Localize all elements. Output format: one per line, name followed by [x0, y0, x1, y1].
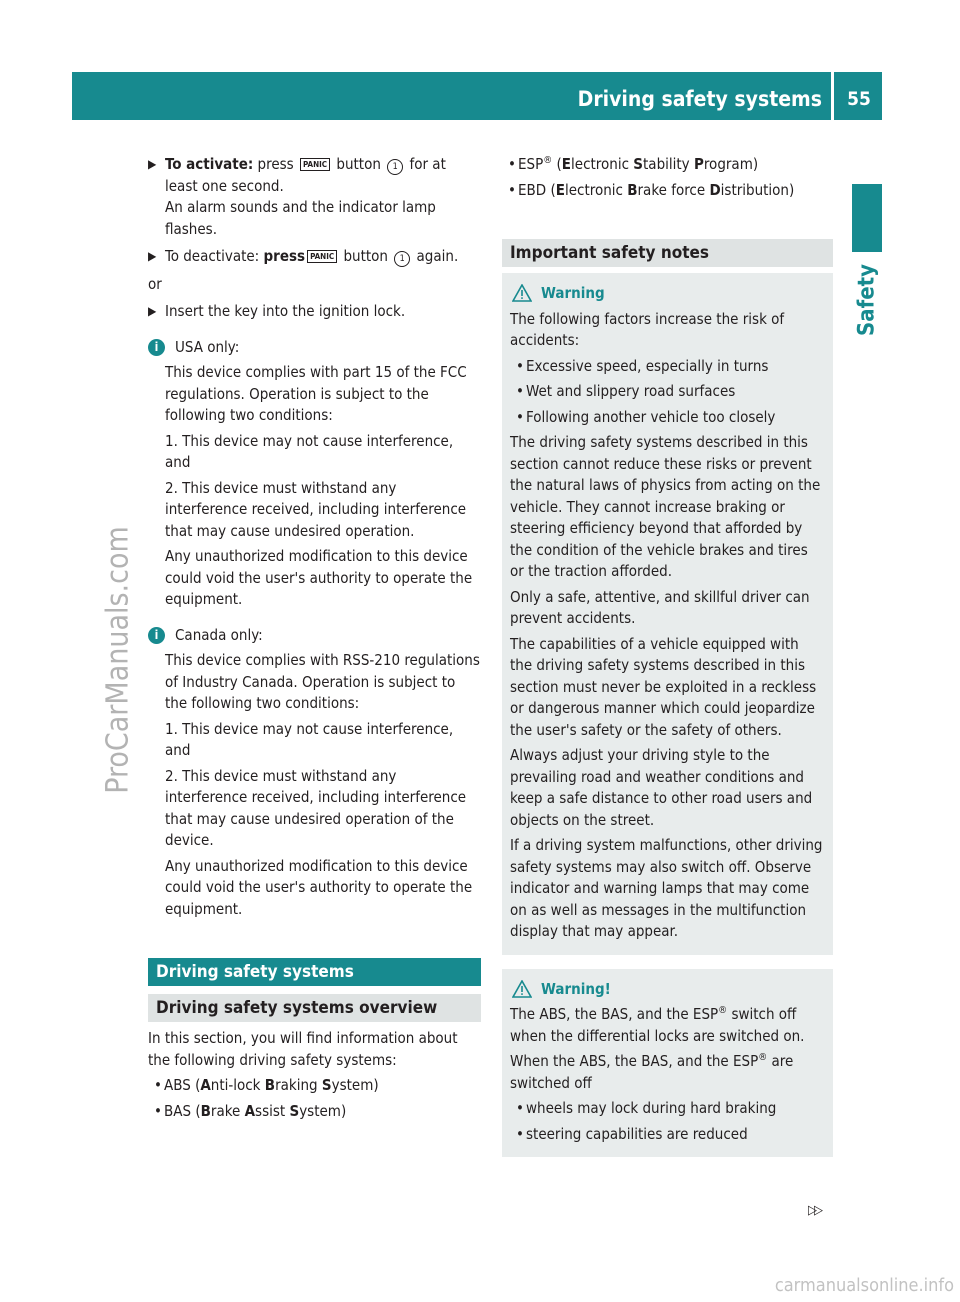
- continue-arrows-icon: ▷▷: [808, 1203, 820, 1218]
- bullet-icon: •: [154, 1076, 162, 1094]
- note-usa: i USA only: This device complies with part 15 of the FCC regulations. Operation is subject to the following two conditions: 1. This device may not cause interference, and 2. This device must withstand any interference received, including interference that may cause undesired operation. Any unauthorized modification to this device could void the user's authority to operate the equipment.: [148, 337, 481, 611]
- callout-number-icon: 1: [387, 159, 403, 175]
- bullet-icon: •: [516, 1124, 524, 1143]
- right-column: [502, 154, 833, 1157]
- list-item: • ABS (Anti-lock Braking System): [154, 1075, 481, 1097]
- watermark-left: ProCarManuals.com: [100, 526, 136, 794]
- section-heading: Driving safety systems: [148, 958, 481, 986]
- watermark-bottom: carmanualsonline.info: [774, 1274, 954, 1296]
- callout-number-icon: 1: [394, 251, 410, 267]
- note-title: USA only:: [175, 337, 240, 356]
- bullet-icon: •: [516, 1099, 524, 1117]
- bullet-icon: •: [508, 180, 516, 199]
- info-icon: i: [148, 627, 165, 644]
- bullet-icon: •: [516, 382, 524, 400]
- note-canada: i Canada only: This device complies with RSS-210 regulations of Industry Canada. Operation is subject to the following two conditions: 1. This device may not cause interference, and 2. This device must withstand any interference received, including interference that may cause undesired operation of the device. Any unauthorized modification to this device could void the user's authority to operate the equipment.: [148, 625, 481, 921]
- panic-key-icon: PANIC: [300, 158, 330, 171]
- chapter-tab: [852, 184, 882, 252]
- note-title: Canada only:: [175, 625, 263, 644]
- warning-title: Warning!: [510, 979, 825, 1001]
- step-result: An alarm sounds and the indicator lamp flashes.: [165, 198, 436, 238]
- step-ignition: ▶ Insert the key into the ignition lock.: [148, 301, 481, 323]
- warning-box: Warning The following factors increase the risk of accidents: • Excessive speed, especially in turns • Wet and slippery road surfaces • Following another vehicle too closely The driving safety systems described in this section cannot reduce these risks or prevent the natural laws of physics from acting on the vehicle. They cannot increase braking or steering efficiency beyond that afforded by the condition of the vehicle brakes and tires or the traction afforded. Only a safe, attentive, and skillful driver can prevent accidents. The capabilities of a vehicle equipped with the driving safety systems described in this section must never be exploited in a reckless or dangerous manner which could jeopardize the user's safety or the safety of others. Always adjust your driving style to the prevailing road and weather conditions and keep a safe distance to other road users and objects on the street. If a driving system malfunctions, other driving safety systems may also switch off. Observe indicator and warning lamps that may come on as well as messages in the multifunction display that may appear.: [502, 273, 833, 955]
- bullet-icon: •: [516, 356, 524, 375]
- panic-key-icon: PANIC: [307, 250, 337, 263]
- subsection-heading: Driving safety systems overview: [148, 994, 481, 1022]
- chapter-label: Safety: [854, 263, 880, 337]
- step-activate: ▶ To activate: press PANIC button 1 for at least one second. An alarm sounds and the indicator lamp flashes.: [148, 154, 481, 240]
- left-column: [148, 154, 481, 1126]
- list-item: • EBD (Electronic Brake force Distribution): [508, 180, 833, 202]
- warning-triangle-icon: [512, 980, 532, 998]
- step-arrow-icon: ▶: [148, 249, 157, 263]
- subsection-heading: Important safety notes: [502, 239, 833, 267]
- warning-triangle-icon: [512, 284, 532, 302]
- list-item: • wheels may lock during hard braking: [516, 1098, 825, 1120]
- section-intro: In this section, you will find information about the following driving safety systems:: [148, 1029, 458, 1069]
- step-arrow-icon: ▶: [148, 157, 157, 171]
- warning-box: Warning! The ABS, the BAS, and the ESP® switch off when the differential locks are switched on. When the ABS, the BAS, and the ESP® are switched off • wheels may lock during hard braking • steering capabilities are reduced: [502, 969, 833, 1158]
- step-label: To activate:: [165, 155, 254, 173]
- list-item: • ESP® (Electronic Stability Program): [508, 154, 833, 176]
- list-item: • Following another vehicle too closely: [516, 407, 825, 429]
- bullet-icon: •: [154, 1101, 162, 1120]
- bullet-icon: •: [516, 407, 524, 426]
- list-item: • Wet and slippery road surfaces: [516, 381, 825, 403]
- info-icon: i: [148, 339, 165, 356]
- warning-title: Warning: [510, 283, 825, 305]
- step-arrow-icon: ▶: [148, 304, 157, 318]
- header-divider: [831, 72, 834, 120]
- list-item: • BAS (Brake Assist System): [154, 1101, 481, 1123]
- step-deactivate: ▶ To deactivate: press PANIC button 1 again.: [148, 246, 481, 268]
- list-item: • steering capabilities are reduced: [516, 1124, 825, 1146]
- list-item: • Excessive speed, especially in turns: [516, 356, 825, 378]
- running-header-title: Driving safety systems: [577, 87, 822, 111]
- or-separator: or: [148, 274, 162, 293]
- page-number: 55: [847, 88, 871, 110]
- bullet-icon: •: [508, 155, 516, 173]
